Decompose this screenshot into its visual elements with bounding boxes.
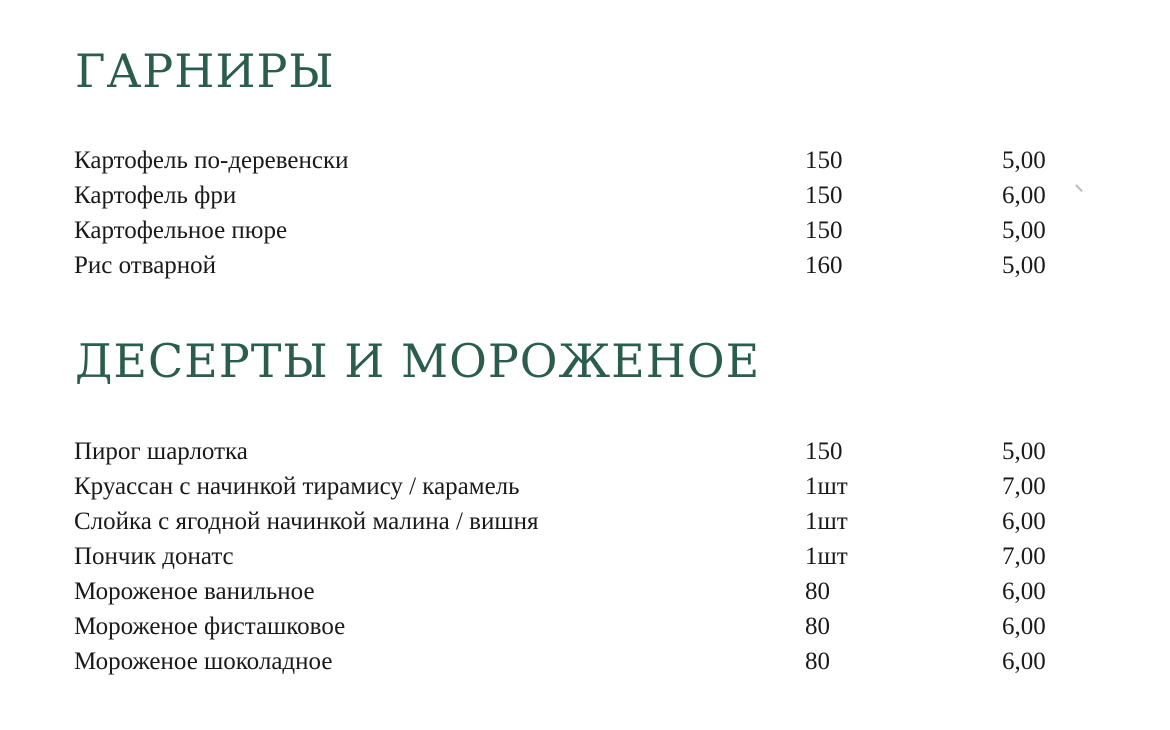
menu-item: [74, 644, 1074, 679]
item-name: Мороженое ванильное: [74, 578, 315, 605]
menu-item: [74, 143, 1074, 178]
item-name: Рис отварной: [74, 252, 217, 279]
item-name: Пончик донатс: [74, 543, 234, 570]
item-price: 6,00: [1002, 648, 1046, 675]
item-weight: 1шт: [805, 508, 848, 535]
item-price: 7,00: [1002, 473, 1046, 500]
item-price: 6,00: [1002, 182, 1046, 209]
item-name: Картофель по-деревенски: [74, 147, 349, 174]
item-weight: 150: [805, 217, 843, 244]
item-name: Пирог шарлотка: [74, 438, 248, 465]
item-price: 6,00: [1002, 613, 1046, 640]
item-weight: 80: [805, 613, 830, 640]
menu-list-garnish: [74, 143, 1074, 283]
section-title-garnish: ГАРНИРЫ: [75, 44, 335, 98]
item-weight: 160: [805, 252, 843, 279]
item-name: Круассан с начинкой тирамису / карамель: [74, 473, 520, 500]
item-weight: 150: [805, 182, 843, 209]
menu-item: [74, 539, 1074, 574]
menu-item: [74, 248, 1074, 283]
menu-item: [74, 469, 1074, 504]
item-weight: 80: [805, 578, 830, 605]
item-price: 5,00: [1002, 217, 1046, 244]
menu-item: [74, 178, 1074, 213]
item-price: 5,00: [1002, 438, 1046, 465]
item-price: 5,00: [1002, 147, 1046, 174]
item-price: 7,00: [1002, 543, 1046, 570]
item-name: Мороженое шоколадное: [74, 648, 333, 675]
item-weight: 150: [805, 147, 843, 174]
item-weight: 1шт: [805, 473, 848, 500]
menu-list-desserts: [74, 434, 1074, 679]
item-price: 5,00: [1002, 252, 1046, 279]
item-weight: 150: [805, 438, 843, 465]
menu-item: [74, 213, 1074, 248]
item-name: Слойка с ягодной начинкой малина / вишня: [74, 508, 539, 535]
menu-item: [74, 574, 1074, 609]
item-weight: 80: [805, 648, 830, 675]
section-title-desserts: ДЕСЕРТЫ И МОРОЖЕНОЕ: [75, 334, 761, 388]
item-price: 6,00: [1002, 508, 1046, 535]
item-name: Картофель фри: [74, 182, 237, 209]
item-name: Мороженое фисташковое: [74, 613, 346, 640]
menu-item: [74, 434, 1074, 469]
item-weight: 1шт: [805, 543, 848, 570]
menu-item: [74, 609, 1074, 644]
menu-item: [74, 504, 1074, 539]
stray-mark: [1075, 184, 1082, 191]
item-price: 6,00: [1002, 578, 1046, 605]
item-name: Картофельное пюре: [74, 217, 288, 244]
